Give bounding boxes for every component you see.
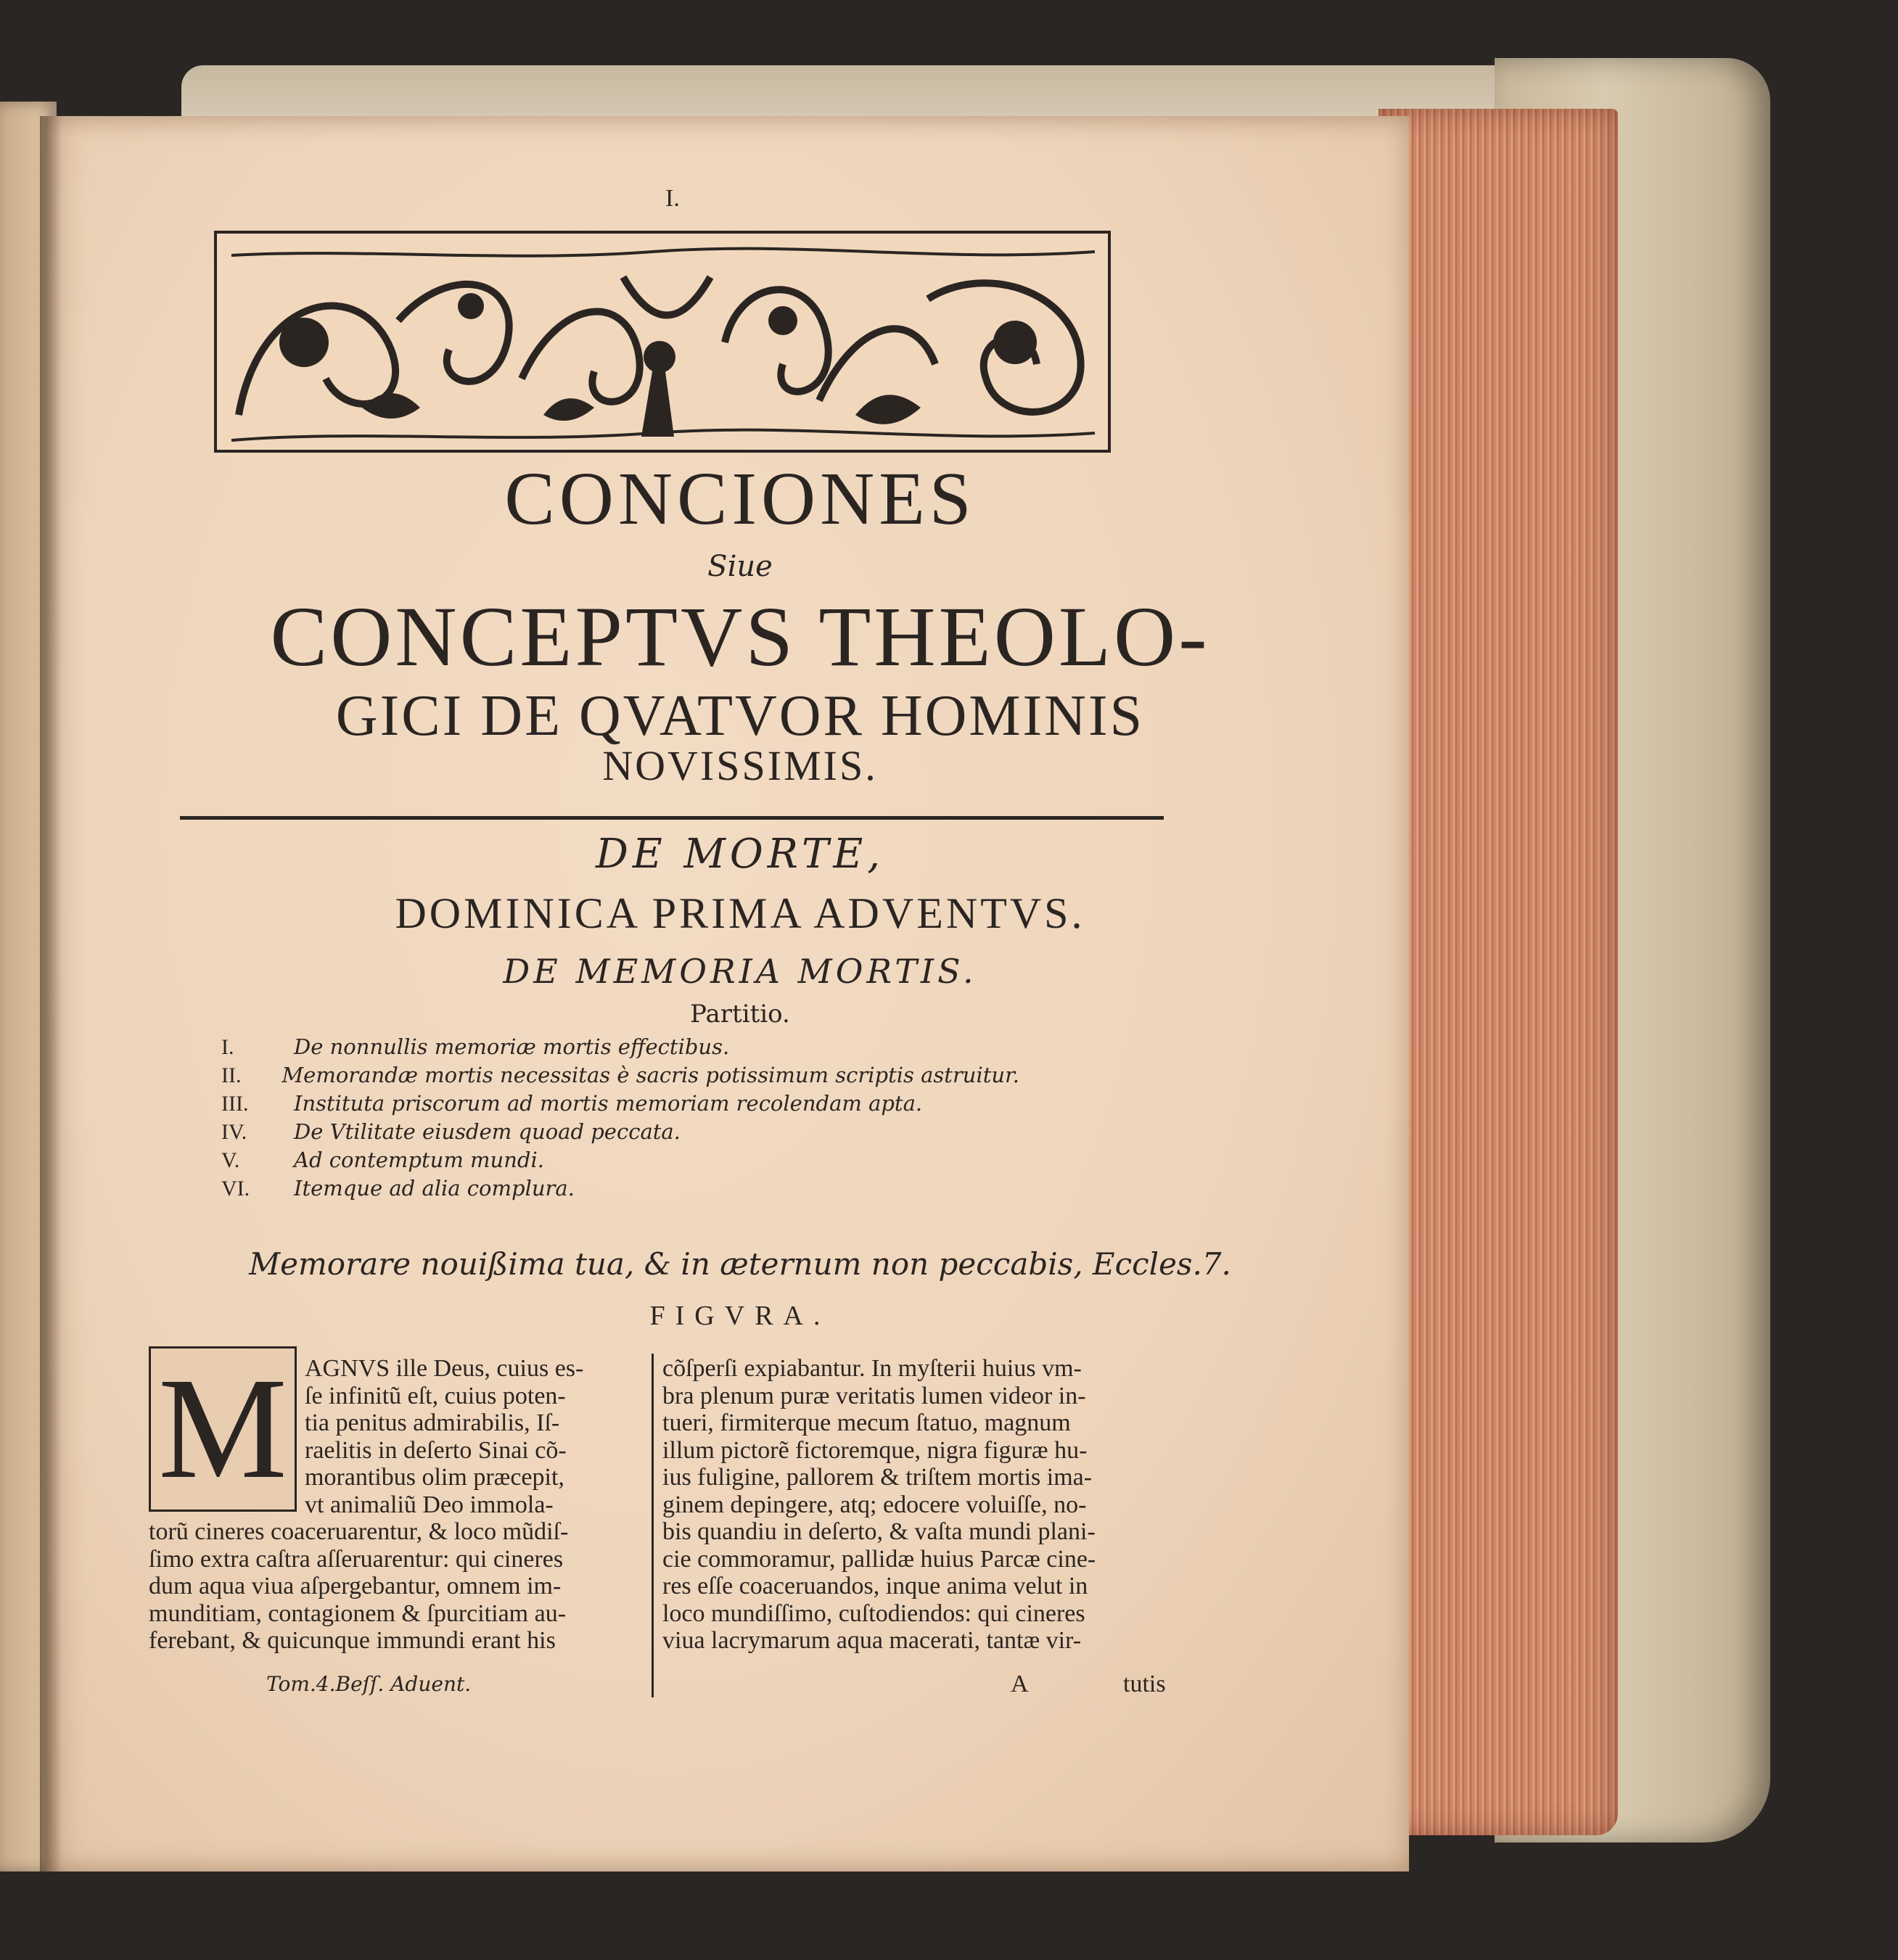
text-line: munditiam, contagionem & ſpurcitiam au- [149, 1599, 567, 1627]
column-rule [652, 1354, 654, 1697]
text-line: raelitis in deſerto Sinai cõ- [305, 1436, 567, 1464]
text-line: AGNVS ille Deus, cuius es- [305, 1355, 584, 1382]
text-line: illum pictorẽ fictoremque, nigra figuræ hu- [662, 1436, 1088, 1464]
title-line-3: GICI DE QVATVOR HOMINIS [335, 684, 1145, 748]
partitio-item [221, 1148, 1019, 1176]
catchword: tutis [1123, 1671, 1166, 1697]
partitio-number: I. [221, 1035, 234, 1059]
partitio-item [221, 1091, 1019, 1119]
partitio-number: III. [221, 1092, 249, 1116]
text-line: torũ cineres coaceruarentur, & loco mũdiſ- [149, 1518, 569, 1545]
column-a-bottom [149, 1518, 642, 1655]
text-line: ginem depingere, atq; edocere voluiſſe, no- [662, 1491, 1087, 1518]
partitio-item [221, 1176, 1019, 1204]
text-line: cõſperſi expiabantur. In myſterii huius vm- [662, 1355, 1082, 1382]
partitio-number: II. [221, 1063, 242, 1087]
partitio-number: V. [221, 1148, 240, 1172]
title-conciones: CONCIONES [504, 457, 976, 540]
decorated-initial [149, 1346, 297, 1512]
partitio-number: IV. [221, 1120, 247, 1144]
title-rule [180, 816, 1164, 820]
text-line: tia penitus admirabilis, Iſ- [305, 1409, 560, 1436]
partitio-item [221, 1034, 1019, 1063]
initial-letter: M [158, 1348, 287, 1509]
section-dominica: DOMINICA PRIMA ADVENTVS. [395, 889, 1085, 937]
text-line: morantibus olim præcepit, [305, 1464, 564, 1491]
headpiece-ornament-icon [217, 234, 1108, 450]
partitio-number: VI. [221, 1177, 250, 1201]
signature-mark: A [1011, 1671, 1029, 1697]
text-line: cie commoramur, pallidæ huius Parcæ cine- [662, 1545, 1096, 1573]
page-folio: I. [665, 185, 680, 212]
text-line: ferebant, & quicunque immundi erant his [149, 1627, 556, 1654]
text-line: viua lacrymarum aqua macerati, tantæ vir- [662, 1627, 1082, 1654]
title-line-4: NOVISSIMIS. [602, 742, 878, 789]
text-line: loco mundiſſimo, cuſtodiendos: qui cineres [662, 1599, 1085, 1627]
text-line: bis quandiu in deſerto, & vaſta mundi plani- [662, 1518, 1096, 1545]
title-siue: Siue [707, 550, 773, 583]
text-line: dum aqua viua aſpergebantur, omnem im- [149, 1573, 562, 1599]
text-line: ſe infinitũ eſt, cuius poten- [305, 1382, 566, 1409]
text-line: ſimo extra caſtra aſſeruarentur: qui cineres [149, 1545, 564, 1573]
figura-heading: FIGVRA. [649, 1301, 831, 1331]
ornamental-headpiece [214, 231, 1111, 453]
text-line: bra plenum puræ veritatis lumen videor in- [662, 1382, 1086, 1409]
page-fore-edge [1379, 109, 1618, 1835]
partitio-text: Instituta priscorum ad mortis memoriam recolendam apta. [294, 1091, 923, 1116]
partitio-text: De nonnullis memoriæ mortis effectibus. [294, 1034, 730, 1059]
partitio-text: Ad contemptum mundi. [294, 1148, 544, 1172]
title-line-2: CONCEPTVS THEOLO- [270, 589, 1210, 684]
page-gutter-shadow [40, 116, 62, 1872]
partitio-list [221, 1034, 1019, 1204]
partitio-item [221, 1063, 1019, 1091]
partitio-text: Itemque ad alia complura. [294, 1176, 575, 1201]
section-de-morte: DE MORTE, [595, 831, 885, 878]
text-line: ius fuligine, pallorem & triſtem mortis ima- [662, 1464, 1093, 1491]
partitio-label: Partitio. [690, 1000, 790, 1029]
partitio-text: Memorandæ mortis necessitas è sacris potissimum scriptis astruitur. [282, 1063, 1019, 1087]
partitio-text: De Vtilitate eiusdem quoad peccata. [294, 1119, 681, 1144]
column-b [662, 1355, 1170, 1655]
text-line: res eſſe coaceruandos, inque anima velut in [662, 1573, 1088, 1599]
scripture-motto: Memorare nouißima tua, & in æternum non peccabis, Eccles.7. [249, 1246, 1231, 1282]
column-a-top [305, 1355, 653, 1518]
text-line: vt animaliũ Deo immola- [305, 1491, 554, 1518]
section-de-memoria-mortis: DE MEMORIA MORTIS. [503, 952, 977, 991]
partitio-item [221, 1119, 1019, 1148]
signature-line: Tom.4.Beſſ. Aduent. [266, 1672, 472, 1696]
text-line: tueri, firmiterque mecum ſtatuo, magnum [662, 1409, 1071, 1436]
